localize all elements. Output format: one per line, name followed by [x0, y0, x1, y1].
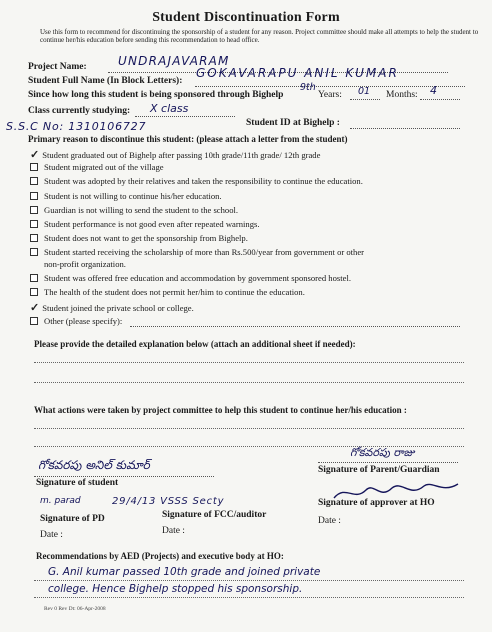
- option-other[interactable]: Other (please specify):: [30, 316, 122, 326]
- actions-label: What actions were taken by project committee to help this student to continue her/his education :: [34, 405, 407, 415]
- option-hostel[interactable]: Student was offered free education and accommodation by government sponsored hostel.: [30, 273, 351, 283]
- option-scholarship[interactable]: Student started receiving the scholarship of more than Rs.500/year from government or other: [30, 247, 364, 257]
- recommendation-rule-2: [34, 597, 464, 598]
- class-label: Class currently studying:: [28, 106, 131, 116]
- approver-date-label: Date :: [318, 516, 341, 526]
- checkbox[interactable]: [30, 177, 38, 185]
- option-private-school[interactable]: ✓ Student joined the private school or college.: [30, 302, 194, 314]
- checkbox[interactable]: [30, 317, 38, 325]
- student-id-label: Student ID at Bighelp :: [246, 118, 340, 128]
- years-value: 01: [358, 86, 371, 97]
- option-not-willing[interactable]: Student is not willing to continue his/her education.: [30, 191, 222, 201]
- student-sign-line: [34, 476, 214, 477]
- checkbox[interactable]: [30, 274, 38, 282]
- recommendation-rule-1: [34, 580, 464, 581]
- pd-signature-label: Signature of PD: [40, 514, 105, 524]
- option-guardian[interactable]: Guardian is not willing to send the student to the school.: [30, 205, 238, 215]
- fcc-signature-label: Signature of FCC/auditor: [162, 510, 267, 520]
- parent-signature-label: Signature of Parent/Guardian: [318, 465, 440, 475]
- option-adopted[interactable]: Student was adopted by their relatives and taken the responsibility to continue the education.: [30, 176, 363, 186]
- revision-footer: Rev 0 Rev Dt: 06-Apr-2008: [44, 606, 106, 612]
- option-health[interactable]: The health of the student does not permit her/him to continue the education.: [30, 287, 305, 297]
- option-graduated[interactable]: ✓ Student graduated out of Bighelp after passing 10th grade/11th grade/ 12th grade: [30, 149, 321, 161]
- approver-signature-label: Signature of approver at HO: [318, 498, 435, 508]
- student-name-line: [195, 86, 465, 87]
- student-signature-label: Signature of student: [36, 478, 119, 488]
- check-mark-icon: ✓: [30, 302, 40, 314]
- explanation-line-1: [34, 362, 464, 363]
- student-name-label: Student Full Name (In Block Letters):: [28, 76, 183, 86]
- pd-signature: m. parad: [40, 496, 81, 506]
- project-name-value: UNDRAJAVARAM: [118, 54, 230, 68]
- actions-line-1: [34, 428, 464, 429]
- student-name-value: GOKAVARAPU ANIL KUMAR: [196, 66, 399, 80]
- option-scholarship-cont: non-profit organization.: [44, 259, 126, 269]
- explanation-line-2: [34, 382, 464, 383]
- fcc-date-label: Date :: [162, 526, 185, 536]
- option-migrated[interactable]: Student migrated out of the village: [30, 162, 164, 172]
- months-value: 4: [430, 84, 437, 97]
- checkbox[interactable]: [30, 163, 38, 171]
- months-label: Months:: [386, 90, 418, 100]
- checkbox[interactable]: [30, 220, 38, 228]
- recommendations-label: Recommendations by AED (Projects) and executive body at HO:: [36, 551, 284, 561]
- checkbox[interactable]: [30, 234, 38, 242]
- primary-reason-label: Primary reason to discontinue this student: (please attach a letter from the student): [28, 134, 348, 144]
- form-instructions: Use this form to recommend for discontinuing the sponsorship of a student for any reason. Project committee should make all attempts to help the student to continue her/his education before sending this recommendation to head office.: [40, 28, 479, 44]
- ssc-number: S.S.C No: 1310106727: [6, 120, 147, 133]
- months-line: [420, 99, 460, 100]
- option-performance[interactable]: Student performance is not good even after repeated warnings.: [30, 219, 259, 229]
- option-no-sponsorship[interactable]: Student does not want to get the sponsorship from Bighelp.: [30, 233, 248, 243]
- recommendation-line-2: college. Hence Bighelp stopped his sponsorship.: [48, 583, 303, 595]
- pd-date-note: 29/4/13 VSSS Secty: [112, 496, 225, 507]
- form-title: Student Discontinuation Form: [152, 10, 340, 25]
- explanation-label: Please provide the detailed explanation below (attach an additional sheet if needed):: [34, 339, 356, 349]
- sponsored-duration-label: Since how long this student is being sponsored through Bighelp: [28, 90, 284, 100]
- class-line: [135, 116, 235, 117]
- checkbox[interactable]: [30, 192, 38, 200]
- checkbox[interactable]: [30, 206, 38, 214]
- pd-date-label: Date :: [40, 530, 63, 540]
- project-name-label: Project Name:: [28, 62, 87, 72]
- parent-signature: గోకవరపు రాజు: [350, 446, 415, 459]
- student-signature: గోకవరపు అనిల్ కుమార్: [38, 458, 150, 472]
- recommendation-line-1: G. Anil kumar passed 10th grade and joined private: [48, 566, 321, 578]
- years-line: [350, 99, 380, 100]
- sponsored-year-mark: 9th: [300, 82, 316, 93]
- student-id-line: [350, 128, 460, 129]
- years-label: Years:: [318, 90, 342, 100]
- class-value: X class: [150, 102, 189, 115]
- checkbox[interactable]: [30, 248, 38, 256]
- other-line: [130, 326, 460, 327]
- check-mark-icon: ✓: [30, 149, 40, 161]
- parent-sign-line: [318, 462, 458, 463]
- checkbox[interactable]: [30, 288, 38, 296]
